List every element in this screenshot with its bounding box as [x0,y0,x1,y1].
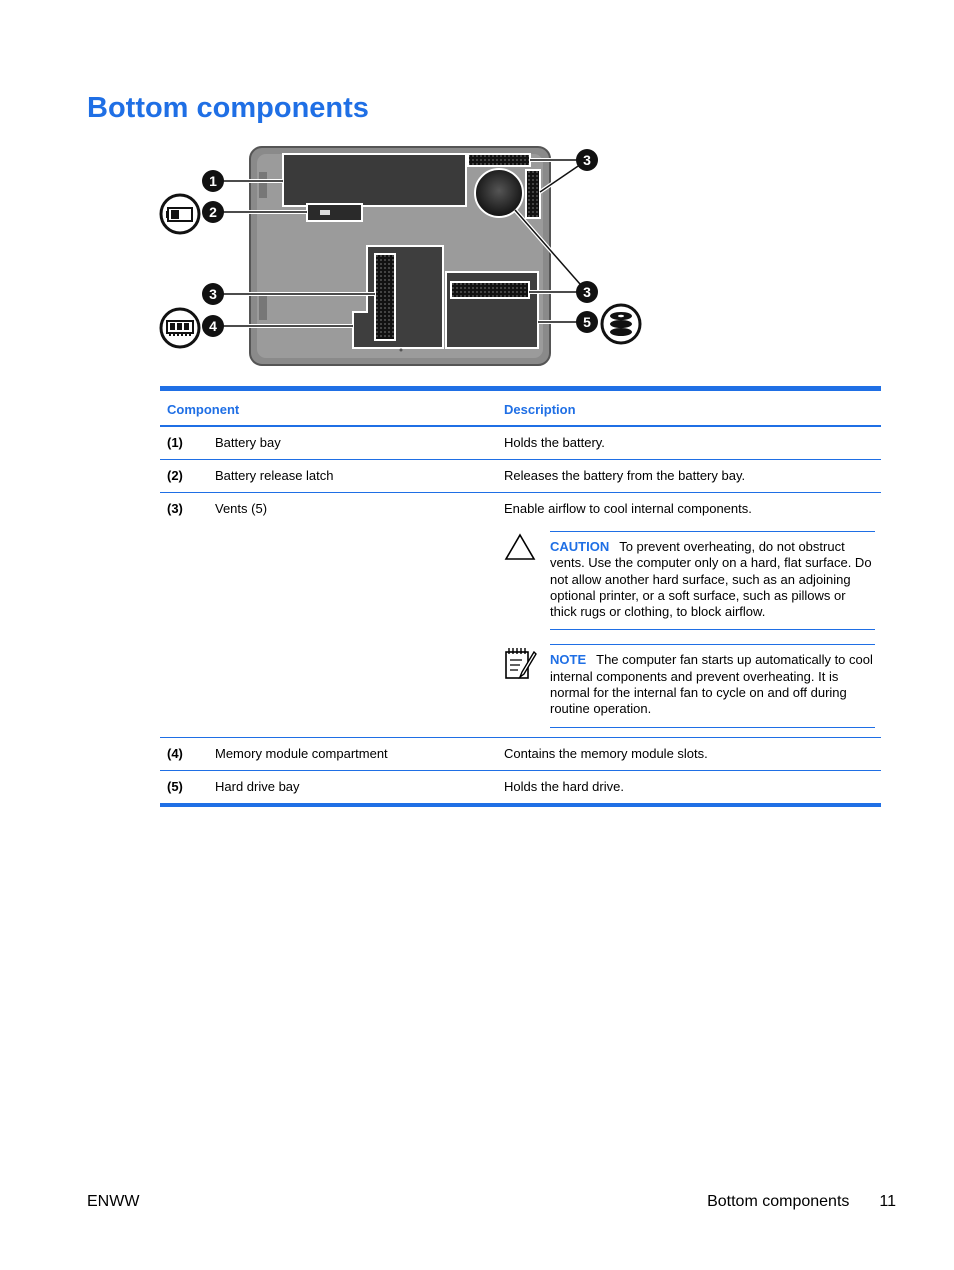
component-name: Memory module compartment [215,745,388,761]
battery-icon [161,195,199,233]
note-label: NOTE [550,652,587,668]
page-number: 11 [879,1193,896,1210]
footer-publisher: ENWW [87,1193,140,1210]
component-name: Hard drive bay [215,778,300,794]
component-description: Holds the battery. [504,435,605,450]
component-description [497,493,881,738]
row-number: (5) [167,778,183,794]
svg-text:1: 1 [209,173,217,189]
row-number: (3) [167,501,183,516]
table-row [160,737,881,770]
table-row [160,426,881,460]
note-icon [504,644,550,727]
callout-3-right [576,281,598,303]
battery-release-latch [307,204,362,221]
component-description: Contains the memory module slots. [504,745,708,761]
hard-drive-icon [602,305,640,343]
component-description: Holds the hard drive. [504,778,624,794]
note-notice [504,644,875,727]
row-number: (4) [167,745,183,761]
memory-module-compartment [353,246,443,348]
component-name: Vents (5) [215,501,268,516]
table-row [160,493,881,738]
vent-top [468,154,530,166]
header-description: Description [497,389,881,427]
callout-4 [202,315,224,337]
components-table [160,386,881,807]
svg-text:4: 4 [209,318,217,334]
vent-hard-drive [451,282,529,298]
row-number: (2) [167,468,183,483]
header-component: Component [160,389,497,427]
table-row [160,770,881,805]
callout-3-left [202,283,224,305]
caution-label: CAUTION [550,539,610,554]
component-description: Releases the battery from the battery bay. [504,468,746,483]
battery-bay [283,154,466,206]
note-text: The computer fan starts up automatically to cool internal components and prevent overheating. It is normal for the internal fan to cycle on and off during routine operation. [550,652,873,717]
footer-section [707,1193,896,1211]
callout-2 [202,201,224,223]
svg-text:2: 2 [209,204,217,220]
svg-text:3: 3 [209,286,217,302]
vent-memory [375,254,395,340]
svg-text:3: 3 [583,284,591,300]
callout-1 [202,170,224,192]
vents-description: Enable airflow to cool internal components. [504,501,752,516]
component-name: Battery bay [215,435,281,450]
svg-text:5: 5 [583,314,591,330]
callout-5 [576,311,598,333]
callout-3-top [576,149,598,171]
row-number: (1) [167,435,183,450]
vent-side [526,170,540,218]
table-header-row [160,389,881,427]
svg-text:3: 3 [583,152,591,168]
caution-notice [504,531,875,630]
caution-text: To prevent overheating, do not obstruct vents. Use the computer only on a hard, flat surface. Do not allow another hard surface, such as an adjoining optional printer, or a soft surface, such as pillows or thick rugs or clothing, to block airflow. [550,539,872,620]
table-row [160,460,881,493]
memory-module-icon [161,309,199,347]
component-name: Battery release latch [215,468,334,483]
laptop-bottom-diagram [155,142,650,372]
page-title: Bottom components [87,92,369,124]
caution-icon [504,531,550,630]
footer-section-title: Bottom components [707,1193,850,1210]
